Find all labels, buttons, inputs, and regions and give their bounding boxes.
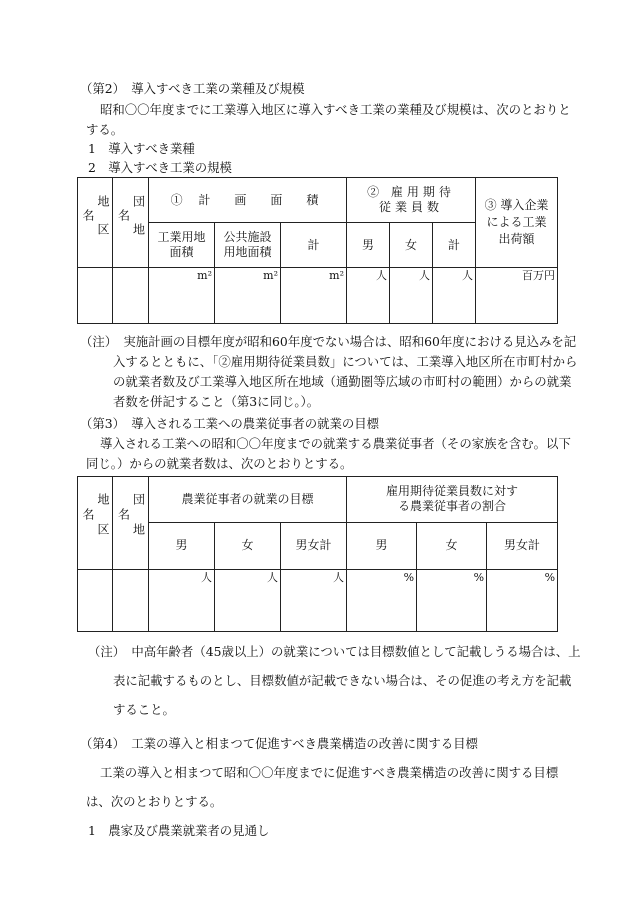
- table2-cell-district: [78, 570, 113, 632]
- note1-line1: （注） 実施計画の目標年度が昭和60年度でない場合は、昭和60年度における見込みを記: [80, 334, 577, 349]
- note2-line3: すること。: [113, 702, 175, 717]
- section2-paragraph-line2: する。: [86, 122, 124, 137]
- section2-paragraph-line1: 昭和〇〇年度までに工業導入地区に導入すべき工業の業種及び規模は、次のとおりと: [100, 102, 571, 117]
- table2-cell-group: [113, 570, 149, 632]
- table2-sub-total: 男女計: [281, 522, 347, 569]
- section3-paragraph-line2: 同じ。）からの就業者数は、次のとおりとする。: [86, 456, 353, 471]
- table2-cell-ratio-female-unit: %: [417, 570, 487, 632]
- table2-cell-female-unit: 人: [215, 570, 281, 632]
- table2-cell-male-unit: 人: [149, 570, 215, 632]
- table1-header-employment: [347, 178, 476, 223]
- table1-cell-total-unit: m²: [281, 268, 347, 324]
- table1-cell-industrial-unit: m²: [149, 268, 215, 324]
- table1-header-district-text: 地区名: [81, 194, 110, 251]
- table1-header-employment-text: ② 雇用期待従業員数: [367, 185, 455, 214]
- note1-line3: の就業者数及び工業導入地区所在地域（通勤圏等広域の市町村の範囲）からの就業: [113, 374, 572, 389]
- table1-cell-district: [78, 268, 113, 324]
- table1-sub-industrial-area: [149, 223, 215, 268]
- section2-item1: 1 導入すべき業種: [88, 141, 195, 156]
- table1-cell-total2-unit: 人: [433, 268, 476, 324]
- section2-item2: 2 導入すべき工業の規模: [88, 160, 232, 175]
- section3-heading: （第3） 導入される工業への農業従事者の就業の目標: [80, 416, 380, 431]
- table1-header-plan-area: [149, 178, 347, 223]
- table2-header-group-text: 団地名: [116, 493, 146, 553]
- table1-cell-public-unit: m²: [215, 268, 281, 324]
- note1-line4: 者数を併記すること（第3に同じ。）。: [113, 394, 320, 409]
- table1-header-group: [113, 178, 149, 268]
- table2-sub-ratio-total: 男女計: [487, 522, 558, 569]
- table2-header-target: 農業従事者の就業の目標: [149, 477, 347, 523]
- table1-sub-total2: 計: [433, 223, 476, 268]
- table1-header-shipment-text: ③ 導入企業による工業出荷額: [484, 198, 549, 246]
- table2-sub-ratio-male: 男: [347, 522, 417, 569]
- table2-sub-ratio-female: 女: [417, 522, 487, 569]
- table1-sub-public-area: [215, 223, 281, 268]
- table1-cell-female-unit: 人: [390, 268, 433, 324]
- table1-cell-male-unit: 人: [347, 268, 390, 324]
- table2-header-district: [78, 477, 113, 570]
- farm-worker-employment-table: [77, 476, 558, 632]
- table1-header-district: [78, 178, 113, 268]
- table1-header-group-text: 団地名: [116, 194, 146, 251]
- table1-sub-female: 女: [390, 223, 433, 268]
- section4-heading: （第4） 工業の導入と相まつて促進すべき農業構造の改善に関する目標: [80, 736, 478, 751]
- section4-item1: 1 農家及び農業就業者の見通し: [88, 823, 270, 838]
- table1-cell-group: [113, 268, 149, 324]
- section4-paragraph-line1: 工業の導入と相まつて昭和〇〇年度までに促進すべき農業構造の改善に関する目標: [100, 765, 559, 780]
- table2-sub-female: 女: [215, 522, 281, 569]
- table1-header-shipment: [476, 178, 558, 268]
- note1-line2: 入するとともに、「②雇用期待従業員数」については、工業導入地区所在市町村から: [113, 354, 578, 369]
- table1-sub-total: 計: [281, 223, 347, 268]
- table2-header-ratio-text: 雇用期待従業員数に対する農業従事者の割合: [386, 484, 519, 514]
- section3-paragraph-line1: 導入される工業への昭和〇〇年度までの就業する農業従事者（その家族を含む。以下: [100, 436, 571, 451]
- table2-header-ratio: [347, 477, 558, 523]
- table2-header-group: [113, 477, 149, 570]
- table1-sub-industrial-area-text: 工業用地面積: [157, 230, 206, 259]
- table1-sub-public-area-text: 公共施設用地面積: [223, 230, 272, 259]
- table2-cell-ratio-total-unit: %: [487, 570, 558, 632]
- note2-line1: （注） 中高年齢者（45歳以上）の就業については目標数値として記載しうる場合は、上: [88, 644, 581, 659]
- table1-sub-male: 男: [347, 223, 390, 268]
- table1-cell-shipment-unit: 百万円: [476, 268, 558, 324]
- table2-sub-male: 男: [149, 522, 215, 569]
- table2-cell-total-unit: 人: [281, 570, 347, 632]
- section4-paragraph-line2: は、次のとおりとする。: [86, 794, 223, 809]
- industry-scale-table: [77, 177, 558, 324]
- table1-header-plan-area-text: ① 計 画 面 積: [170, 192, 325, 207]
- table2-header-district-text: 地区名: [81, 493, 110, 553]
- note2-line2: 表に記載するものとし、目標数値が記載できない場合は、その促進の考え方を記載: [113, 673, 572, 688]
- table2-cell-ratio-male-unit: %: [347, 570, 417, 632]
- section2-heading: （第2） 導入すべき工業の業種及び規模: [80, 81, 305, 96]
